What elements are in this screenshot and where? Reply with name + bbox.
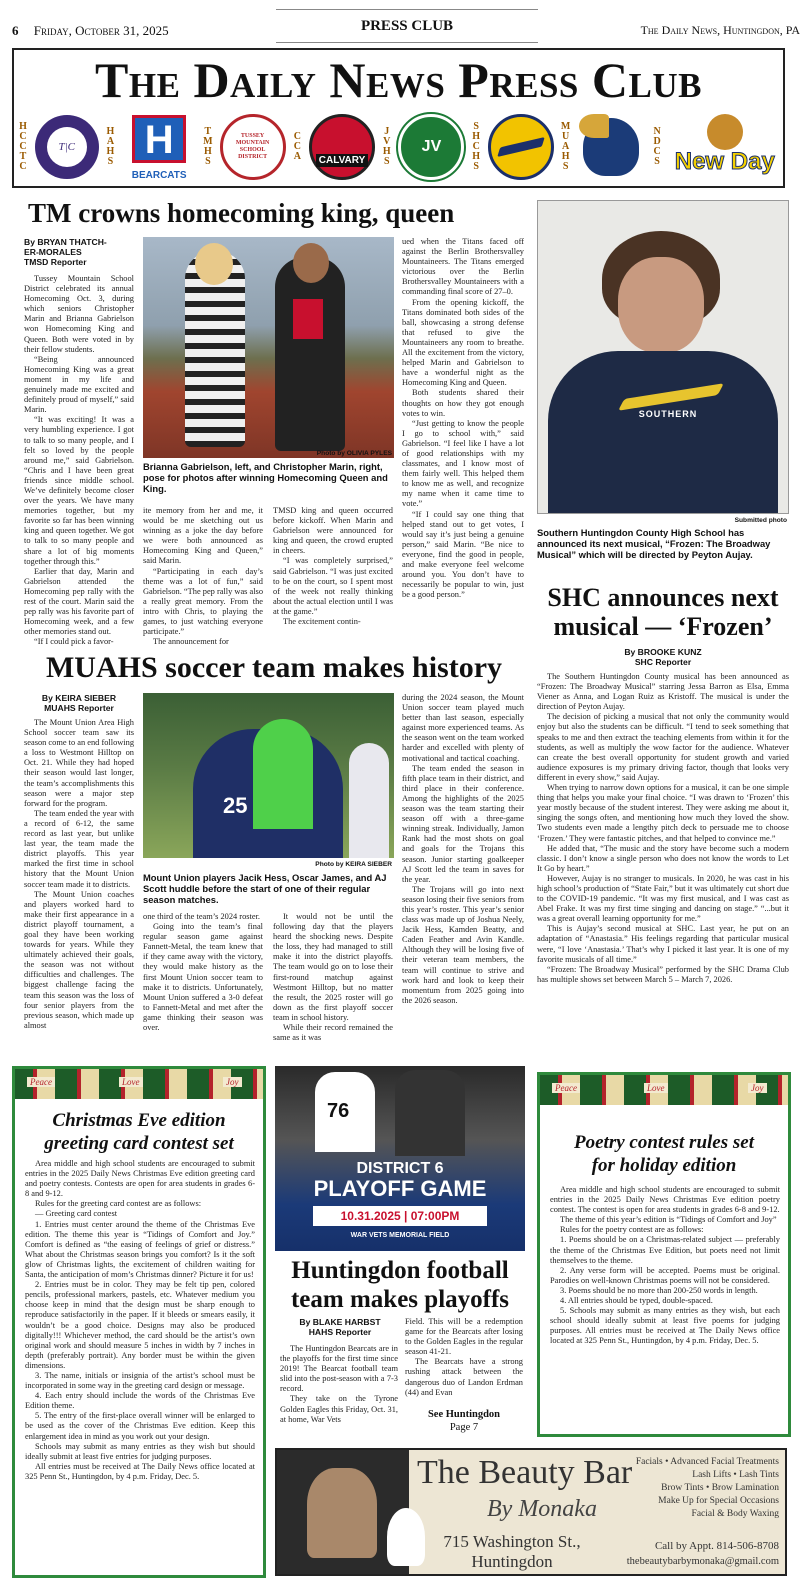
school-abbr: MUAHS: [560, 121, 571, 172]
paragraph: one third of the team’s 2024 roster.: [143, 912, 260, 921]
paragraph: 1. Poems should be on a Christmas-related subject — preferably the theme of the Christmas Eve Edition, but poets need not limit themselves to the theme.: [550, 1235, 780, 1265]
ad-services: [599, 1456, 779, 1521]
byline-line: By KEIRA SIEBER: [41, 693, 117, 703]
paragraph: “I was completely surprised,” said Gabrielson. “I was just excited to be on the court, so I spent most of the week not really thinking about the actual election until I was at the game.”: [273, 556, 393, 616]
byline-line: SHC Reporter: [634, 657, 692, 667]
byline-line: By BROOKE KUNZ: [624, 647, 702, 657]
folio-bar: [12, 9, 800, 45]
paragraph: The Mount Union Area High School soccer team saw its season come to an end following a loss to Westmont Hilltop on Oct. 21. While they had hoped their season would last longer, the team’s accomplishments this season were a major step forward for the program.: [24, 718, 134, 808]
muahs-col-3: [273, 912, 393, 1058]
masthead: [12, 48, 785, 188]
holiday-strip: [15, 1069, 263, 1099]
paragraph: Going into the team’s final regular season game against Fannett-Metal, the team knew that if they came away with the victory, they would make history as the first Mount Union soccer team to make it to districts. Unfortunately, Mount Union suffered a 3-0 defeat to Fannett-Metal and met after the game thinking their season was over.: [143, 922, 263, 1033]
logo-text: JV: [421, 138, 442, 155]
paragraph: When trying to narrow down options for a musical, it can be one simple thing that helps you make your final choice. “I was drawn to ‘Frozen’ this year mostly because of the student interest. They were asking me about it, singing the songs often, and mentioning how much they loved the show. Two students even made a lengthy pitch deck to persuade me to choose ‘Frozen.’ They were fantastic pitches, and that helped to convince me.”: [537, 783, 789, 843]
byline-line: By BLAKE HARBST: [299, 1317, 381, 1327]
xmas-contest-box: [12, 1066, 266, 1578]
headline-line: Christmas Eve edition: [52, 1110, 226, 1131]
byline-line: TMSD Reporter: [24, 257, 87, 267]
poetry-body: [550, 1185, 780, 1433]
paragraph: TMSD king and queen occurred before kickoff. When Marin and Gabrielson were announced for king and queen, the crowd erupted in cheers.: [273, 506, 393, 556]
paragraph: 3. Poems should be no more than 200-250 words in length.: [560, 1285, 758, 1295]
headline-line: musical — ‘Frozen’: [553, 612, 773, 641]
paragraph: From the opening kickoff, the Titans dominated both sides of the ball, showcasing a strong defense that refused to give the Mountaineers any room to breathe. All the excitement from the victory, helped Marin and Gabrielson to have a wonderful night as the Homecoming King and Queen.: [402, 297, 524, 388]
southern-logo: [488, 114, 554, 180]
shc-byline: [537, 647, 789, 667]
paragraph: “If I could say one thing that helped stand out to get votes, I would say it’s just being a genuine person,” said Marin. “Be nice to everyone, find the good in people, and make everyone feel welcome around you. You don’t have to necessarily be popular to win, just be a good person.”: [402, 509, 524, 600]
logo-text: New Day: [674, 148, 775, 175]
page-number: 6: [12, 23, 19, 38]
tm-col-1: [24, 274, 134, 646]
paragraph: While their record remained the same as it was: [273, 1023, 393, 1043]
paragraph: Rules for the greeting card contest are as follows:: [35, 1199, 202, 1209]
byline-line: MUAHS Reporter: [44, 703, 114, 713]
banner-line-1: DISTRICT 6: [356, 1160, 444, 1177]
headline-line: for holiday edition: [591, 1155, 737, 1176]
ad-photo: [307, 1468, 377, 1558]
football-col-1: [280, 1344, 398, 1440]
muahs-col-1: [24, 718, 134, 1058]
paragraph: The Mount Union coaches and players worked hard to make their first appearance in a district playoff tournament, a goal they have been working towards for years. While they ultimately achieved their goals, the season was not without difficulties and challenges. The biggest challenge facing the team this season was the loss of four senior players from the previous season, which made up almost: [24, 889, 134, 1030]
shc-photo: [537, 200, 789, 514]
paragraph: Field. This will be a redemption game for the Bearcats after losing to the Golden Eagles in the regular season 41-21.: [405, 1317, 523, 1357]
holiday-strip: [540, 1075, 788, 1105]
muahs-col-4: [402, 693, 524, 1058]
new-day-logo: [669, 114, 781, 180]
logo-text: BEARCATS: [131, 170, 187, 181]
paragraph: The Bearcats have a strong rushing attack between the dangerous duo of Landon Erdman (44) and Evan: [405, 1357, 523, 1397]
school-logo-row: [18, 110, 781, 184]
tm-col-2: [143, 506, 263, 646]
paragraph: 5. Schools may submit as many entries as they wish, but each school should ideally submit at least five poems for judging purposes. All entries must be received at The Daily News office located at 325 Penn St., Huntingdon, by 4 p.m. Friday, Dec. 5.: [550, 1306, 780, 1346]
masthead-title: The Daily News Press Club: [95, 52, 702, 108]
trojan-logo: [577, 114, 645, 180]
bearcats-logo: H BEARCATS: [122, 113, 196, 181]
folio-top-rule: [276, 9, 538, 10]
banner-line-2: PLAYOFF GAME: [313, 1176, 487, 1201]
paragraph: The announcement for: [153, 637, 229, 646]
calvary-logo: [309, 114, 375, 180]
poetry-contest-box: [537, 1072, 791, 1437]
paragraph: Area middle and high school students are encouraged to submit entries in the 2025 Daily News Christmas Eve edition poetry contest. The contest is open for area students in grades 6-8 and 9-12.: [550, 1185, 780, 1215]
paragraph: Schools may submit as many entries as they wish but should ideally submit at least five entries for judging purposes.: [25, 1441, 255, 1461]
paragraph: He added that, “The music and the story have become such a modern classic. I don’t know a single person who does not know the words to Let It Go by heart.”: [537, 843, 789, 873]
muahs-caption: Mount Union players Jacik Hess, Oscar James, and AJ Scott huddle before the start of one of their regular season matches.: [143, 872, 387, 905]
muahs-photo-credit: Photo by KEIRA SIEBER: [315, 861, 392, 868]
school-abbr: HCCTC: [19, 121, 27, 172]
muahs-byline: [24, 693, 134, 713]
xmas-body: [25, 1159, 255, 1575]
paragraph: 4. All entries should be typed, double-spaced.: [560, 1296, 713, 1306]
headline-line: SHC announces next: [547, 583, 779, 612]
xmas-headline: [15, 1109, 263, 1155]
football-headline: [275, 1256, 525, 1314]
strip-word: Love: [119, 1077, 143, 1087]
paragraph: 5. The entry of the first-place overall winner will be enlarged to be used as the cover of the Christmas Eve edition. Keep this enlargement idea in mind as you work out your design.: [25, 1411, 255, 1441]
muahs-headline: MUAHS soccer team makes history: [45, 651, 503, 684]
paragraph: — Greeting card contest: [35, 1209, 118, 1219]
school-abbr: CCA: [293, 131, 301, 162]
folio-left: [12, 23, 169, 39]
ad-phone[interactable]: Call by Appt. 814-506-8708: [654, 1540, 779, 1552]
byline-line: HAHS Reporter: [308, 1327, 372, 1337]
service-line: Lash Lifts • Lash Tints: [692, 1470, 779, 1480]
folio-paper: The Daily News, Huntingdon, PA: [640, 23, 800, 37]
shc-photo-credit: Submitted photo: [734, 517, 787, 524]
shc-body: [537, 672, 789, 1062]
paragraph: The excitement contin-: [283, 617, 361, 627]
byline-line: ER-MORALES: [24, 247, 82, 257]
service-line: Brow Tints • Brow Lamination: [661, 1483, 779, 1493]
section-title: PRESS CLUB: [360, 18, 454, 34]
shc-caption: Southern Huntingdon County High School has announced its next musical, “Frozen: The Broadway Musical” which will be directed by Peyton Aujay.: [537, 527, 771, 560]
paragraph: This is Aujay’s second musical at SHC. Last year, he put on an adaptation of “Anastasia.” His feelings regarding that particular musical were, “I love ‘Anastasia.’ That’s why I picked it last year. It is one of my favorite musicals of all time.”: [537, 924, 789, 964]
banner-date: 10.31.2025 | 07:00PM: [313, 1206, 487, 1226]
strip-word: Joy: [223, 1077, 242, 1087]
paragraph: Earlier that day, Marin and Gabrielson attended the Homecoming pep rally with the rest of the court. Marin said the pep rally was his favorite part of Homecoming week, and a few other memories stand out.: [24, 566, 134, 637]
byline-line: By BRYAN THATCH-: [24, 237, 107, 247]
jersey-number: 25: [223, 793, 248, 818]
folio-date: Friday, October 31, 2025: [33, 23, 169, 38]
paragraph: The Southern Huntingdon County musical has been announced as “Frozen: The Broadway Musical” starring Jessa Barron as Elsa, Emma Viener as Anna, and Logan Ruiz as Kristoff. The musical is under the direction of Peyton Aujay.: [537, 672, 789, 712]
school-abbr: NDCS: [653, 126, 661, 167]
shc-headline: [537, 583, 789, 641]
logo-text: CALVARY: [316, 154, 368, 167]
paragraph: The team ended the season in fifth place team in their district, and third place in their conference. Among the highlights of the 2025 season was the team starting their season off with a three-game winning streak. Individually, Jamon Rank had the most shots on goal and goals for the Trojans this season. Junior starting goalkeeper AJ Scott led the team in saves for the year.: [402, 763, 524, 884]
headline-line: greeting card contest set: [44, 1133, 234, 1154]
paragraph: The Huntingdon Bearcats are in the playoffs for the first time since 2019! The Bearcat football team slid into the post-season with a 7-3 record.: [280, 1344, 398, 1394]
paragraph: “Being announced Homecoming King was a great moment in my life and genuinely made me excited and definitely proud of myself,” said Marin.: [24, 354, 134, 415]
football-byline: [280, 1317, 400, 1337]
strip-word: Peace: [27, 1077, 55, 1087]
paragraph: The decision of picking a musical that not only the community would enjoy but also the students can be difficult. “I tend to seek something that speaks to me and then extract the teaching elements from within it for the students, as well as multiply the wow factor for the audience. Whatever can create the best overall opportunity for student growth and varied audience exposures is my primary driving factor, though that looks very different in every show,” said Aujay.: [537, 712, 789, 782]
paragraph: 4. Each entry should include the words of the Christmas Eve Edition theme.: [25, 1391, 255, 1411]
paragraph: 3. The name, initials or insignia of the artist’s school must be incorporated in some way in the greeting card design or message.: [25, 1370, 255, 1391]
beauty-bar-ad[interactable]: [275, 1448, 787, 1576]
muahs-col-2: [143, 912, 263, 1058]
jump-label: See Huntingdon: [427, 1409, 501, 1420]
hcctc-logo: T|C: [35, 115, 99, 179]
paragraph: Tussey Mountain School District celebrated its annual Homecoming Oct. 3, during which seniors Christopher Marin and Brianna Gabrielson won Homecoming King and Queen. Both were voted in by their fellow students.: [24, 274, 134, 354]
school-abbr: JVHS: [382, 126, 391, 167]
paragraph: 1. Entries must center around the theme of the Christmas Eve edition. The theme this year is “Tidings of Comfort and Joy.” Comfort is defined as “the easing of feelings of grief or distress.” What about the Christmas season brings you comfort? Is it the soft glow of Christmas lights, the excitement of children waiting for Santa, the anticipation of mom’s Christmas dinner? Picture it for us!: [25, 1219, 255, 1280]
address-line: Huntingdon: [471, 1552, 553, 1571]
tm-col-4: [402, 237, 524, 646]
tm-photo: [143, 237, 394, 458]
ad-email[interactable]: thebeautybarbymonaka@gmail.com: [626, 1556, 779, 1567]
paragraph: Rules for the poetry contest are as follows:: [560, 1225, 704, 1235]
hoodie-text: SOUTHERN: [638, 409, 698, 419]
paragraph: “If I could pick a favor-: [34, 637, 114, 646]
headline-line: team makes playoffs: [290, 1286, 510, 1313]
paragraph: The theme of this year’s edition is “Tidings of Comfort and Joy”: [560, 1215, 777, 1225]
service-line: Make Up for Special Occasions: [658, 1496, 779, 1506]
service-line: Facial & Body Waxing: [691, 1509, 779, 1519]
school-abbr: HAHS: [106, 126, 115, 167]
paragraph: They take on the Tyrone Golden Eagles this Friday, Oct. 31, at home, War Vets: [280, 1394, 398, 1424]
address-line: 715 Washington St.,: [443, 1532, 581, 1551]
paragraph: Area middle and high school students are encouraged to submit entries in the 2025 Daily News Christmas Eve edition greeting card and poetry contests. Contests are open for area students in grades 6-8 and 9-12.: [25, 1159, 255, 1199]
strip-word: Love: [644, 1083, 668, 1093]
muahs-photo: [143, 693, 394, 858]
tm-col-3: [273, 506, 393, 646]
tm-caption: Brianna Gabrielson, left, and Christopher Marin, right, pose for photos after winning Homecoming Queen and King.: [143, 461, 388, 494]
folio-bottom-rule: [276, 42, 538, 43]
tm-byline: [24, 237, 107, 267]
paragraph: “Just getting to know the people I go to school with,” said Gabrielson. “I feel like I have a lot of good relationships with my classmates, and I know most of them fairly well. This helped them to know me as well, and recognize my name when it came time to vote.”: [402, 418, 524, 509]
ad-title: The Beauty Bar: [417, 1454, 633, 1491]
jersey-number: 76: [327, 1100, 350, 1122]
football-jump[interactable]: [405, 1409, 523, 1433]
headline-line: Huntingdon football: [291, 1257, 509, 1284]
paragraph: Both students shared their thoughts on how they got enough votes to win.: [402, 388, 524, 418]
football-photo: [275, 1066, 525, 1251]
paragraph: 2. Any verse form will be accepted. Poems must be original. Parodies on well-known Christmas poems will not be considered.: [550, 1265, 780, 1285]
paragraph: ued when the Titans faced off against the Berlin Brothersvalley Mountaineers. The Titans emerged victorious over the Berlin Brothersvalley Mountaineers with a commanding final score of 27–0.: [402, 237, 524, 297]
strip-word: Peace: [552, 1083, 580, 1093]
football-col-2: [405, 1317, 523, 1409]
paragraph: during the 2024 season, the Mount Union soccer team played much better than last season, especially against more experienced teams. As the season went on the team worked harder and excelled with plenty of motivational and tactical coaching.: [402, 693, 524, 763]
ad-by: By Monaka: [487, 1496, 597, 1522]
service-line: Facials • Advanced Facial Treatments: [635, 1457, 779, 1467]
paragraph: “Frozen: The Broadway Musical” performed by the SHC Drama Club has multiple shows set between March 5 – March 7, 2026.: [537, 964, 789, 984]
paragraph: “It was exciting! It was a very humbling experience. I got to talk to so many people, and I felt so loved by the people around me,” said Gabrielson. “Chris and I have been great friends since middle school. We’ve definitely become closer over the years. We have many memories together, but my favorite so far has been winning king and queen together. We got to talk to so many people and share a lot of big moments together through this.”: [24, 415, 134, 566]
paragraph: 2. Entries must be in color. They may be felt tip pen, colored pencils, professional markers, pastels, etc. Whatever medium you choose keep in mind that the design must be sharp enough to reproduce satisfactorily in the paper. If it bleeds or smears easily, it wouldn’t be a good choice. Designs may also be produced digitally!!! Whichever method, the card should be the artist’s own original work and should measure 5 inches in width by 7 inches in depth (preferably portrait). Any border must be within the given dimensions.: [25, 1280, 255, 1370]
poetry-headline: [540, 1131, 788, 1177]
tm-photo-credit: Photo by OLIVIA PYLES: [316, 450, 392, 457]
paragraph: It would not be until the following day that the players heard the shocking news. Despite the loss, they had managed to still make it into the district playoffs. The team would go on to lose their first-round matchup against Westmont Hilltop, but no matter the result, the 2025 roster will go down as the first playoff soccer team in school history.: [273, 912, 393, 1022]
paragraph: However, Aujay is no stranger to musicals. In 2020, he was cast in his high school’s production of “State Fair,” but it was ultimately cut short due to the COVID-19 pandemic. “It was my first musical, and I was cast as Abel Frake. It was my first time singing and dancing on stage.” “...but it was a great overall learning opportunity for me.”: [537, 873, 789, 924]
ad-address: [417, 1532, 607, 1572]
strip-word: Joy: [748, 1083, 767, 1093]
tm-headline: TM crowns homecoming king, queen: [28, 198, 455, 228]
tussey-logo: [220, 114, 286, 180]
juniata-valley-logo: [398, 114, 464, 180]
school-abbr: SHCHS: [472, 121, 481, 172]
school-abbr: TMHS: [203, 126, 213, 167]
jump-page: Page 7: [449, 1422, 479, 1433]
paragraph: All entries must be received at The Daily News office located at 325 Penn St., Huntingdon, by 4 p.m. Friday, Dec. 5.: [25, 1461, 255, 1481]
paragraph: The Trojans will go into next season losing their five seniors from this year’s roster. This year’s senior class was made up of Joshua Neely, Jacik Hess, Kamden Beatty, and Caden Feather and Avin Kandle. Although they will be losing five of their veteran team members, the team will continue to strive and work hard and look to keep their momentum from 2025 going into the 2026 season.: [402, 884, 524, 1005]
paragraph: “Participating in each day’s theme was a lot of fun,” said Gabrielson. “The pep rally was also a really great memory. From the intro with Chris, to playing the games, to just watching everyone participate.”: [143, 566, 263, 637]
headline-line: Poetry contest rules set: [574, 1132, 754, 1153]
logo-text: TUSSEY MOUNTAIN SCHOOL DISTRICT: [235, 133, 270, 160]
paragraph: ite memory from her and me, it would be me sketching out us winning as a joke the day before we were both announced as Homecoming King and Queen,” said Marin.: [143, 506, 263, 566]
paragraph: The team ended the year with a record of 6-12, the same record as last year, but unlike last year, the team made the district playoffs. This year marked the first time in school history that the Mount Union soccer team made it to districts.: [24, 808, 134, 889]
banner-venue: WAR VETS MEMORIAL FIELD: [350, 1232, 450, 1239]
